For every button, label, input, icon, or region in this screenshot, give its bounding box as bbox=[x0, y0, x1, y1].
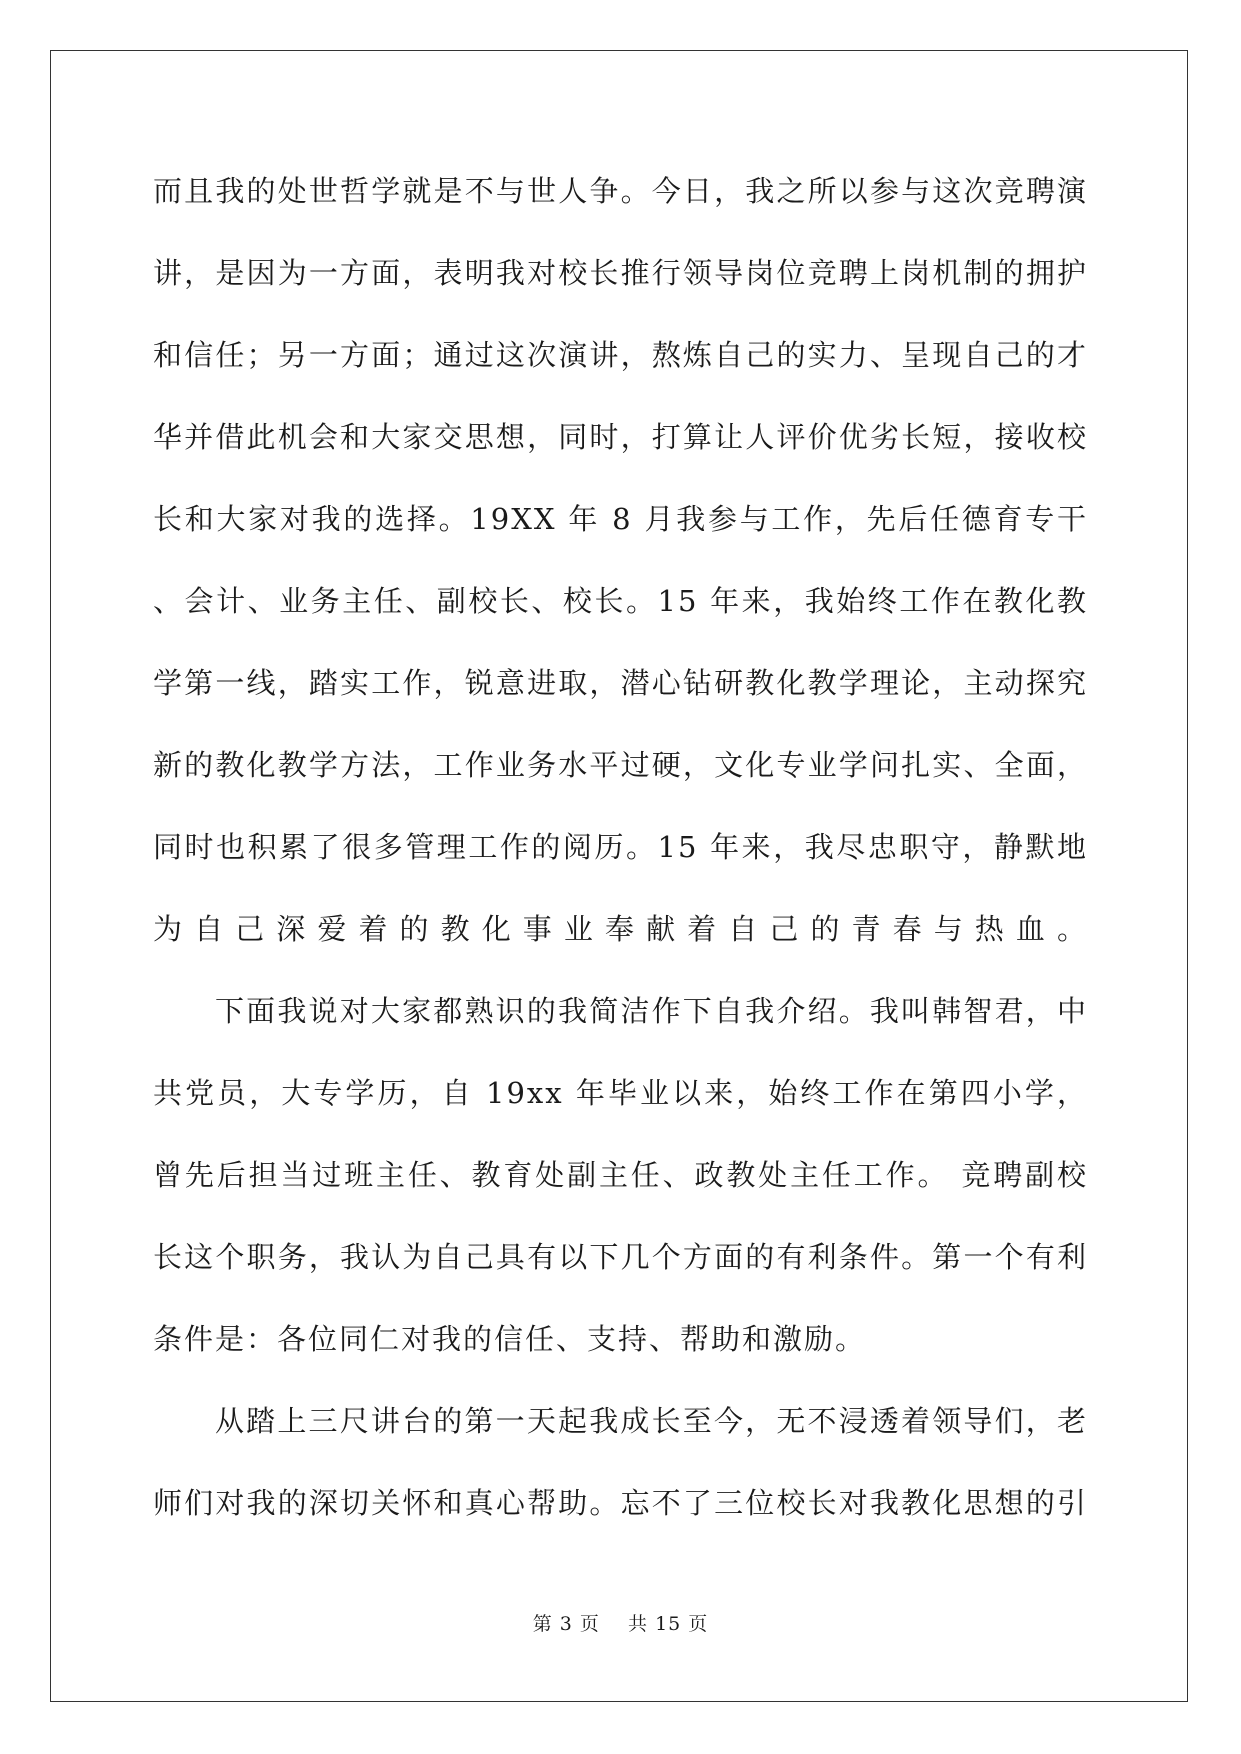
paragraph-3: 从踏上三尺讲台的第一天起我成长至今，无不浸透着领导们，老师们对我的深切关怀和真心帮助。忘不了三位校长对我教化思想的引 bbox=[153, 1404, 1088, 1520]
paragraph-2: 下面我说对大家都熟识的我简洁作下自我介绍。我叫韩智君，中共党员，大专学历，自 19xx 年毕业以来，始终工作在第四小学，曾先后担当过班主任、教育处副主任、政教处主任工作。 竞聘副校长这个职务，我认为自己具有以下几个方面的有利条件。第一个有利条件是：各位同仁对我的信任、支持、帮助和激励。 bbox=[153, 994, 1088, 1356]
page-total: 共 15 页 bbox=[628, 1613, 709, 1635]
page-number: 第 3 页 bbox=[532, 1613, 600, 1635]
paragraph-1: 而且我的处世哲学就是不与世人争。今日，我之所以参与这次竞聘演讲，是因为一方面，表明我对校长推行领导岗位竞聘上岗机制的拥护和信任；另一方面；通过这次演讲，熬炼自己的实力、呈现自己的才华并借此机会和大家交思想，同时，打算让人评价优劣长短，接收校长和大家对我的选择。19XX 年 8 月我参与工作，先后任德育专干、会计、业务主任、副校长、校长。15 年来，我始终工作在教化教学第一线，踏实工作，锐意进取，潜心钻研教化教学理论，主动探究新的教化教学方法，工作业务水平过硬，文化专业学问扎实、全面，同时也积累了很多管理工作的阅历。15 年来，我尽忠职守，静默地为自己深爱着的教化事业奉献着自己的青春与热血。 bbox=[153, 174, 1088, 946]
page-footer bbox=[0, 1612, 1241, 1636]
document-body bbox=[153, 150, 1088, 1544]
